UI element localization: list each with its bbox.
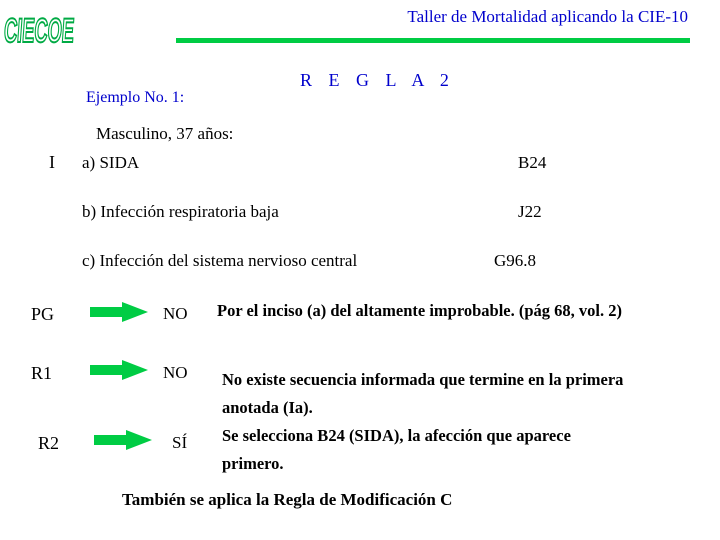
explanation-line: No existe secuencia informada que termine en la primera: [222, 370, 624, 389]
explanation-block: [222, 366, 623, 478]
svg-text:CIECOE: CIECOE: [2, 12, 136, 50]
footer-note: También se aplica la Regla de Modificación C: [122, 490, 453, 509]
step-explanation-pg: Por el inciso (a) del altamente improbable. (pág 68, vol. 2): [217, 301, 622, 320]
page-title: Taller de Mortalidad aplicando la CIE-10: [407, 7, 688, 26]
ciecoe-logo: [2, 4, 136, 50]
cause-b-code: J22: [518, 202, 542, 221]
right-arrow-icon: [94, 430, 152, 450]
step-verdict-r2: SÍ: [172, 433, 188, 452]
step-verdict-pg: NO: [163, 304, 188, 323]
step-verdict-r1: NO: [163, 363, 188, 382]
cause-b: b) Infección respiratoria baja: [82, 202, 279, 221]
title-underline: [176, 38, 690, 43]
step-label-r2: R2: [38, 433, 60, 453]
cause-c-code: G96.8: [494, 251, 537, 270]
step-label-pg: PG: [31, 304, 55, 324]
explanation-line: Se selecciona B24 (SIDA), la afección que aparece: [222, 426, 571, 445]
patient-description: Masculino, 37 años:: [96, 124, 234, 143]
cause-a-code: B24: [518, 153, 547, 172]
right-arrow-icon: [90, 302, 148, 322]
rule-heading: R E G L A 2: [300, 70, 455, 90]
step-label-r1: R1: [31, 363, 53, 383]
example-label: Ejemplo No. 1:: [86, 89, 185, 106]
cause-a: a) SIDA: [82, 153, 140, 172]
certificate-line-label: I: [49, 152, 55, 172]
explanation-line: anotada (Ia).: [222, 398, 313, 417]
explanation-line: primero.: [222, 454, 284, 473]
cause-c: c) Infección del sistema nervioso central: [82, 251, 358, 270]
right-arrow-icon: [90, 360, 148, 380]
